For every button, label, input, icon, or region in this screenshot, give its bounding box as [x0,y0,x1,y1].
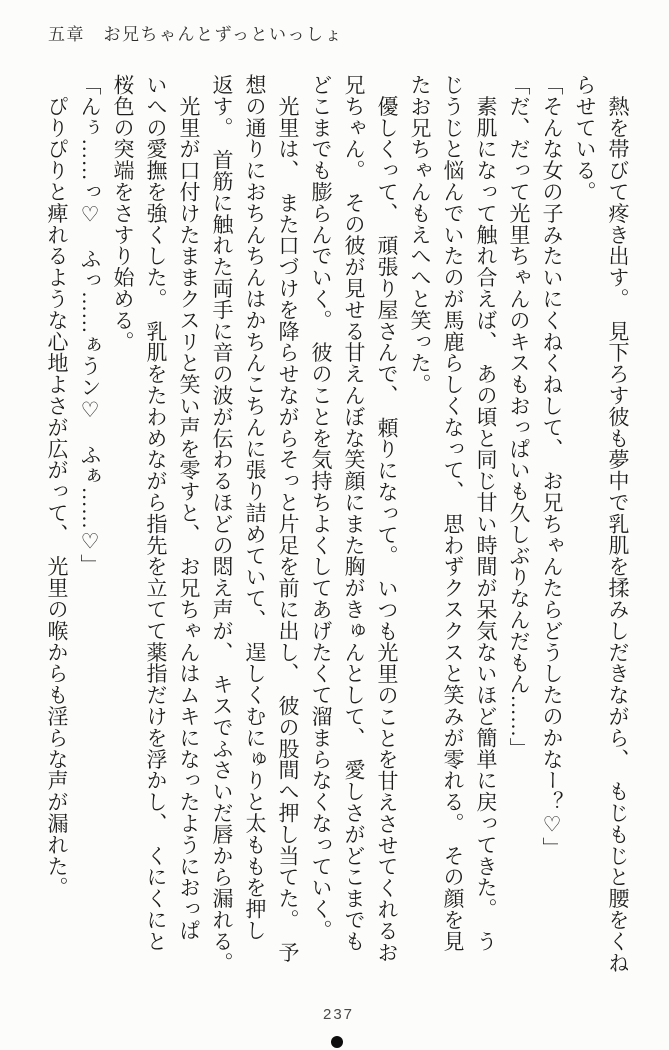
text-line: 優しくって、 頑張り屋さんで、 頼りになって。 いつも光里のことを甘えさせてくれるお [375,74,399,963]
chapter-running-head: 五章 お兄ちゃんとずっといっしょ [48,25,343,44]
text-line: 素肌になって触れ合えば、 あの頃と同じ甘い時間が呆気ないほど簡単に戻ってきた。 う [474,74,498,952]
text-line: 光里は、 また口づけを降らせながらそっと片足を前に出し、 彼の股間へ押し当てた。 予 [276,74,300,963]
text-line: らせている。 [573,74,597,203]
text-line: じうじと悩んでいたのが馬鹿らしくなって、 思わずクスクスと笑みが零れる。 その顔を見 [441,74,465,952]
text-line: 「だ、だって光里ちゃんのキスもおっぱいも久しぶりなんだもん……」 [507,74,531,759]
text-line: 想の通りにおちんちんはかちんこちんに張り詰めていて、 逞しくむにゅりと太ももを押し [243,74,267,941]
text-line: 「そんな女の子みたいにくねくねして、 お兄ちゃんたらどうしたのかなー？♡」 [540,74,564,859]
text-line: 熱を帯びて疼き出す。 見下ろす彼も夢中で乳肌を揉みしだきながら、 もじもじと腰をくね [606,74,630,974]
text-line: 兄ちゃん。 その彼が見せる甘えんぼな笑顔にまた胸がきゅんとして、 愛しさがどこまでも [342,74,366,952]
text-line: いへの愛撫を強くした。 乳肌をたわめながら指先を立てて薬指だけを浮かし、 くにくにと [144,74,168,952]
vertical-text-block [40,74,634,1016]
text-line: 光里が口付けたままクスリと笑い声を零すと、 お兄ちゃんはムキになったようにおっぱ [177,74,201,941]
text-line: 「んぅ……っ♡ ふっ……ぁうン♡ ふぁ……♡」 [78,74,102,576]
text-line: 返す。 首筋に触れた両手に音の波が伝わるほどの悶え声が、 キスでふさいだ唇から漏れる。 [210,74,234,974]
black-dot-icon [331,1036,343,1048]
text-line: どこまでも膨らんでいく。 彼のことを気持ちよくしてあげたくて溜まらなくなっていく。 [309,74,333,941]
text-line: たお兄ちゃんもえへへと笑った。 [408,74,432,395]
text-line: 桜色の突端をさすり始める。 [111,74,135,353]
text-line: ぴりぴりと痺れるような心地よさが広がって、 光里の喉からも淫らな声が漏れた。 [45,74,69,899]
page-number: 237 [322,1006,355,1023]
